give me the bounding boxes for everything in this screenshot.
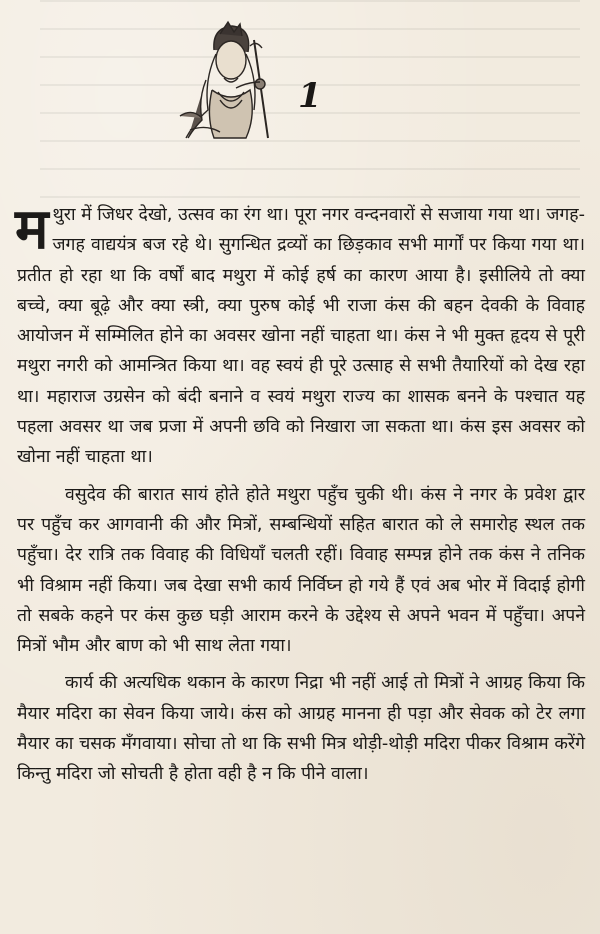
- chapter-number: 1: [298, 76, 322, 116]
- paragraph-1: [15, 197, 585, 473]
- chapter-illustration: [176, 20, 286, 140]
- drop-cap: म: [15, 197, 49, 262]
- paragraph-1-text: थुरा में जिधर देखो, उत्सव का रंग था। पूरा नगर वन्दनवारों से सजाया गया था। जगह-जगह वाद्ययंत्र बज रहे थे। सुगन्धित द्रव्यों का छिड़काव सभी मार्गों पर किया गया था। प्रतीत हो रहा था कि वर्षों बाद मथुरा में कोई हर्ष का कारण आया है। इसीलिये तो क्या बच्चे, क्या बूढ़े और क्या स्त्री, क्या पुरुष कोई भी राजा कंस की बहन देवकी के विवाह आयोजन में सम्मिलित होने का अवसर खोना नहीं चाहता था। कंस ने भी मुक्त हृदय से पूरी मथुरा नगरी को आमन्त्रित किया था। वह स्वयं ही पूरे उत्साह से सभी तैयारियों को देख रहा था। महाराज उग्रसेन को बंदी बनाने व स्वयं मथुरा राज्य का शासक बनने के पश्चात यह पहला अवसर था जब प्रजा में अपनी छवि को निखारा जा सकता था। कंस इस अवसर को खोना नहीं चाहता था।: [17, 205, 585, 468]
- chapter-text: [15, 197, 585, 790]
- paragraph-3: कार्य की अत्यधिक थकान के कारण निद्रा भी नहीं आई तो मित्रों ने आग्रह किया कि मैयार मदिरा का सेवन किया जाये। कंस को आग्रह मानना ही पड़ा और सेवक को टेर लगा मैयार का चसक मँगवाया। सोचा तो था कि सभी मित्र थोड़ी-थोड़ी मदिरा पीकर विश्राम करेंगे किन्तु मदिरा जो सोचती है होता वही है न कि पीने वाला।: [17, 673, 585, 785]
- paragraph-2: वसुदेव की बारात सायं होते होते मथुरा पहुँच चुकी थी। कंस ने नगर के प्रवेश द्वार पर पहुँच कर आगवानी की और मित्रों, सम्बन्धियों सहित बारात को ले समारोह स्थल तक पहुँचा। देर रात्रि तक विवाह की विधियाँ चलती रहीं। विवाह सम्पन्न होने तक कंस ने तनिक भी विश्राम नहीं किया। जब देखा सभी कार्य निर्विघ्न हो गये हैं एवं अब भोर में विदाई होगी तो सबके कहने पर कंस कुछ घड़ी आराम करने के उद्देश्य से अपने भवन में पहुँचा। अपने मित्रों भौम और बाण को भी साथ लेता गया।: [17, 484, 585, 657]
